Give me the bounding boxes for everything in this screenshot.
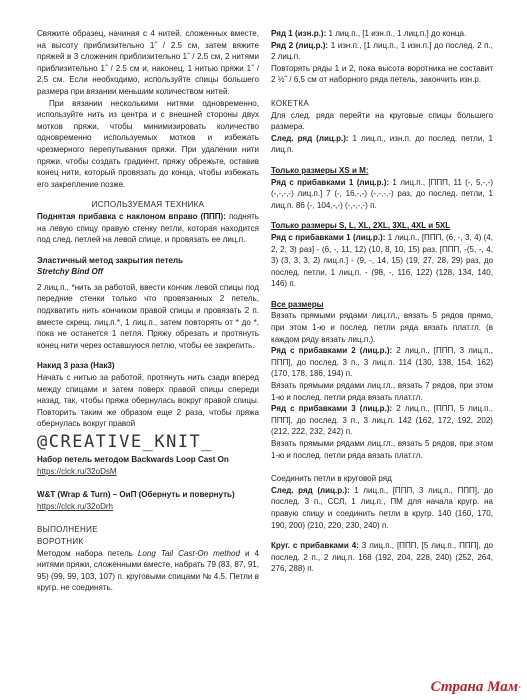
- join-text: 1 лиц.п., [ППП, 3 лиц.п., ППП], до послед. 3 п., ССЛ, 1 лиц.п., ПМ для начала кругр. на правую спицу и соединить петли в кругр. 140 (160, 170, 190, 200) (210, 220, 230, 240) п.: [271, 485, 493, 530]
- yoke-row-paragraph: [271, 133, 493, 156]
- row1-text: 1 лиц.п., [1 изн.п., 1 лиц.п.] до конца.: [326, 29, 467, 38]
- join-paragraph: [271, 485, 493, 531]
- xs-m-text: 1 лиц.п., [ППП, 11 (-, 5,-,-) (-,-,-,-) лиц.п.] 7 (-, 16,-,-) (-,-,-,-) раз, до послед. петли, 1 лиц.п. 86 (-, 104,-,-) (-,-,-,-) п.: [271, 177, 493, 210]
- increase-text: поднять на левую спицу правую стенку петли, которая находится под след. петлей на левой спице, и провязать ее лиц.п.: [37, 211, 259, 245]
- tip-paragraph: При вязании несколькими нитями одновременно, используйте нить из центра и с внешней стороны двух мотков пряжи, чтобы минимизировать количество одновременно используемых мотков и избежать чрезмерного перепутывания пряжи. При удалении нити пряжи, чтобы создать градиент, пряжу обрежьте, оставив конец нити, который провязать до конца, чтобы избежать его закрепление позже.: [37, 98, 259, 189]
- execution-heading: ВЫПОЛНЕНИЕ: [37, 525, 98, 535]
- inc3-paragraph: [271, 403, 493, 438]
- collar-text-2: и 4 нитями пряжи, сложенными вместе, набрать 79 (83, 87, 91, 95) (99, 99, 103, 107) п. круговыми спицами № 4.5. Петли в кругр. не соединять.: [37, 548, 260, 593]
- repeat-paragraph: Повторять ряды 1 и 2, пока высота воротника не составит 2 ½˝ / 6,5 см от наборного ряда петель, закончить изн.р.: [271, 63, 493, 85]
- site-logo: [431, 679, 521, 696]
- collar-heading: ВОРОТНИК: [37, 536, 84, 546]
- logo-text: Страна Мам: [430, 679, 518, 695]
- yoke-heading: КОКЕТКА: [271, 98, 309, 108]
- round4-paragraph: [271, 540, 493, 575]
- left-column: [37, 28, 259, 594]
- loop-cast-on-link[interactable]: https://clck.ru/32oDsM: [37, 466, 117, 476]
- wrap-turn-title: W&T (Wrap & Turn) – ОиП (Обернуть и повернуть): [37, 490, 235, 500]
- other-sizes-heading: Только размеры S, L, XL, 2XL, 3XL, 4XL и 5XL: [271, 221, 451, 231]
- row1-label: Ряд 1 (изн.р.):: [271, 29, 327, 38]
- row1-paragraph: [271, 28, 493, 40]
- row2-label: Ряд 2 (лиц.р.):: [271, 40, 329, 50]
- yoke-row-text: 1 лиц.п., изн.п. до послед. петли, 1 лиц.п.: [271, 133, 493, 155]
- loop-cast-on-title: Набор петель методом Backwards Loop Cast On: [37, 455, 229, 464]
- yoke-row-label: След. ряд (лиц.р.):: [271, 133, 349, 143]
- inc2-label: Ряд с прибавками 2 (лиц.р.):: [271, 346, 393, 356]
- xs-m-label: Ряд с прибавками 1 (лиц.р.):: [271, 177, 390, 187]
- other-sizes-paragraph: [271, 232, 493, 290]
- xs-m-heading: Только размеры XS и M:: [271, 165, 369, 175]
- inc2-paragraph: [271, 345, 493, 380]
- all-sizes-text-3: Вязать прямыми рядами лиц.гл., вязать 5 рядов, при этом 1-ю и послед. петли ряда вязать плат.гл.: [271, 439, 493, 460]
- all-sizes-heading: Все размеры: [271, 299, 324, 309]
- logo-dot: ·: [518, 680, 521, 694]
- inc3-label: Ряд с прибавками 3 (лиц.р.):: [271, 404, 393, 414]
- collar-paragraph: [37, 548, 259, 594]
- bindoff-text: 2 лиц.п., *нить за работой, ввести кончик левой спицы под передние стенки только что провязанных 2 петель, подхватить нить кончиком правой спицы и провязать 2 п. вместе скрещ. лиц.п.*, 1 лиц.п., затем повторять от * до *, пока не останется 1 петля. Пряжу обрезать и протянуть конец нити через оставшуюся петлю, чтобы ее закрепить.: [37, 282, 259, 350]
- row2-paragraph: [271, 40, 493, 63]
- row2-text: 1 изн.п., [1 лиц.п., 1 изн.п.] до послед. 2 п., 2 лиц.п.: [271, 40, 493, 62]
- other-sizes-text: 1 лиц.п., [ППП, (6, -, 3, 4) (4, 2, 2, 3) раз] - (6, -, 11, 12) (10, 8, 10, 15) раз, [ППП, -(5, -, 4, 3) (3, 3, 3, 2) лиц.п.] - (9, -, 14, 15) (19, 27, 28, 29) раз, до послед. петли, 1 лиц.п. - (98, -, 116, 122) (128, 134, 140, 146) п.: [271, 232, 493, 289]
- all-sizes-text-1: Вязать прямыми рядами лиц.гл., вязать 5 рядов прямо, при этом 1-ю и послед. петли ряда вязать плат.гл. (в каждом ряду вязать лиц.п.).: [271, 311, 493, 344]
- all-sizes-text-2: Вязать прямыми рядами лиц.гл., вязать 7 рядов, при этом 1-ю и послед. петли ряда вязать плат.гл.: [271, 381, 493, 402]
- round4-label: Круг. с прибавками 4:: [271, 541, 359, 551]
- inc3-text: 2 лиц.п., [ППП, 5 лиц.п., ППП], до послед. 3 п., 3 лиц.п. 142 (162, 172, 192, 202) (212, 222, 232, 242) п.: [271, 404, 493, 437]
- wrap-turn-link[interactable]: https://clck.ru/32oDrh: [37, 501, 114, 511]
- watermark-handle: @CREATIVE_KNIT_: [37, 432, 214, 452]
- round4-text: 3 лиц.п., [ППП, [5 лиц.п., ППП], до послед. 2 п., 2 лиц.п. 168 (192, 204, 228, 240) (252, 264, 276, 288) п.: [271, 541, 493, 574]
- yo3-text: Начать с нитью за работой, протянуть нить сзади вперед между спицами и затем поверх правой спицы спереди назад, так, чтобы пряжа обернулась вокруг правой спицы. Повторить таким же образом еще 2 раза, чтобы пряжа обернулась вокруг правой: [37, 373, 259, 429]
- bindoff-subtitle: Stretchy Bind Off: [37, 267, 104, 277]
- increase-paragraph: [37, 211, 259, 246]
- intro-paragraph: Свяжите образец, начиная с 4 нитей, сложенных вместе, на высоту приблизительно 1˝ / 2.5 см, затем вяжите пряжей в 3 сложения приблизительно 1˝ / 2.5 см, 2 нитями приблизительно 1˝ / 2.5 см и, наконец, 1 нитью пряжи 1˝ / 2.5 см. Если необходимо, используйте спицы большего размера при вязании меньшим количеством нитей.: [37, 29, 259, 96]
- join-heading: Соединить петли в круговой ряд: [271, 474, 392, 484]
- collar-text-1: Методом набора петель: [37, 548, 138, 558]
- collar-method: Long Tail Cast-On method: [137, 548, 240, 558]
- right-column: [271, 28, 493, 575]
- bindoff-title: Эластичный метод закрытия петель: [37, 255, 184, 265]
- increase-title: Поднятая прибавка с наклоном вправо (ППП):: [37, 211, 226, 221]
- xs-m-paragraph: [271, 177, 493, 212]
- yoke-text: Для след. ряда перейти на круговые спицы большего размера.: [271, 110, 493, 132]
- join-label: След. ряд (лиц.р.):: [271, 485, 350, 495]
- other-sizes-label: Ряд с прибавками 1 (лиц.р.):: [271, 232, 386, 242]
- technique-heading: ИСПОЛЬЗУЕМАЯ ТЕХНИКА: [91, 200, 205, 210]
- yo3-title: Накид 3 раза (Нак3): [37, 361, 115, 371]
- inc2-text: 2 лиц.п., [ППП, 3 лиц.п., ППП], до послед. 3 п., 3 лиц.п. 114 (130, 138, 154, 162) (170, 178, 186, 194) п.: [271, 346, 493, 379]
